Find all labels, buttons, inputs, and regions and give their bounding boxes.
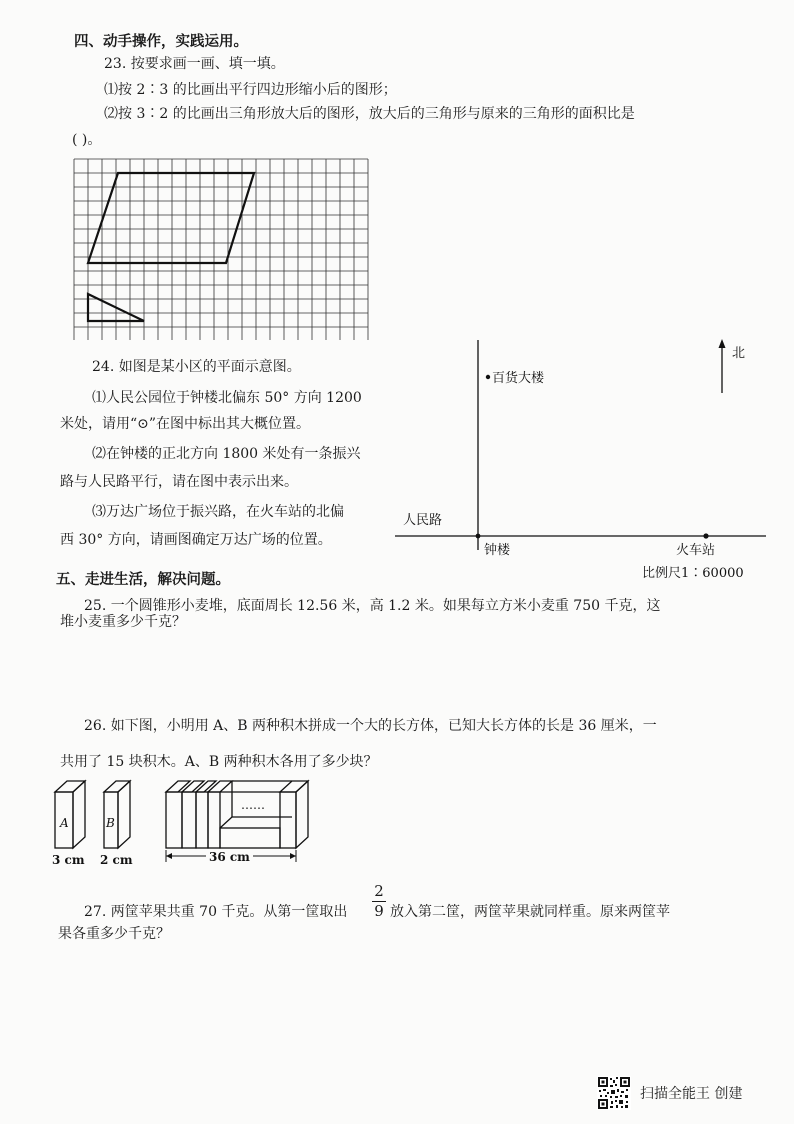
dimension-arrow-left-icon bbox=[166, 853, 172, 859]
q24-map bbox=[390, 335, 770, 585]
block-a-label: A bbox=[60, 816, 69, 830]
q24-part3-line1: ⑶万达广场位于振兴路，在火车站的北偏 bbox=[92, 504, 344, 520]
dots-label: …… bbox=[241, 798, 265, 812]
q24-part1-line2: 米处，请用“⊙”在图中标出其大概位置。 bbox=[60, 416, 311, 432]
section5-title: 五、走进生活，解决问题。 bbox=[56, 571, 230, 588]
section4-title: 四、动手操作，实践运用。 bbox=[74, 33, 248, 50]
q27-fraction bbox=[372, 883, 386, 920]
q23-stem: 23. 按要求画一画、填一填。 bbox=[104, 56, 285, 72]
clock-tower-point bbox=[476, 534, 481, 539]
q26-blocks-figure bbox=[48, 772, 323, 870]
q24-part3-line2: 西 30° 方向，请画图确定万达广场的位置。 bbox=[60, 532, 332, 548]
train-station-point bbox=[703, 533, 708, 538]
q24-part2-line2: 路与人民路平行，请在图中表示出来。 bbox=[60, 474, 298, 490]
parallelogram-shape bbox=[88, 173, 254, 263]
scale-label: 比例尺1∶60000 bbox=[642, 566, 744, 581]
north-arrowhead-icon bbox=[719, 339, 726, 348]
block-b bbox=[104, 781, 130, 848]
q25-line1: 25. 一个圆锥形小麦堆，底面周长 12.56 米，高 1.2 米。如果每立方米小麦重 750 千克，这 bbox=[84, 598, 661, 614]
department-store-label: 百货大楼 bbox=[492, 371, 545, 386]
q23-part1: ⑴按 2∶3 的比画出平行四边形缩小后的图形； bbox=[104, 82, 397, 98]
q26-line1: 26. 如下图，小明用 A、B 两种积木拼成一个大的长方体，已知大长方体的长是 36 厘米，一 bbox=[84, 718, 657, 734]
q26-line2: 共用了 15 块积木。A、B 两种积木各用了多少块？ bbox=[60, 754, 378, 770]
department-store-point bbox=[486, 375, 490, 379]
block-b-label: B bbox=[106, 816, 115, 830]
q24-stem: 24. 如图是某小区的平面示意图。 bbox=[92, 359, 301, 375]
q23-part2: ⑵按 3∶2 的比画出三角形放大后的图形，放大后的三角形与原来的三角形的面积比是 bbox=[104, 106, 635, 122]
block-a-width: 3 cm bbox=[52, 853, 85, 867]
q27-line2: 果各重多少千克？ bbox=[58, 926, 170, 942]
block-a bbox=[55, 781, 85, 848]
block-b-width: 2 cm bbox=[100, 853, 133, 867]
scanner-watermark: 扫描全能王 创建 bbox=[640, 1086, 743, 1102]
renmin-road-label: 人民路 bbox=[403, 513, 443, 528]
dimension-arrow-right-icon bbox=[290, 853, 296, 859]
q24-part1-line1: ⑴人民公园位于钟楼北偏东 50° 方向 1200 bbox=[92, 390, 362, 406]
q23-answer-blank[interactable]: ( )。 bbox=[72, 132, 102, 148]
fraction-numerator: 2 bbox=[374, 882, 384, 900]
q25-line2: 堆小麦重多少千克？ bbox=[60, 614, 186, 630]
fraction-denominator: 9 bbox=[374, 902, 384, 920]
total-length-label: 36 cm bbox=[209, 850, 250, 864]
q27-line1-before: 27. 两筐苹果共重 70 千克。从第一筐取出 bbox=[84, 904, 348, 920]
clock-tower-label: 钟楼 bbox=[484, 543, 511, 558]
train-station-label: 火车站 bbox=[676, 543, 716, 558]
assembled-cuboid bbox=[166, 781, 308, 848]
grid-lines bbox=[74, 159, 368, 340]
qr-code-icon bbox=[597, 1076, 631, 1110]
q23-grid-figure bbox=[70, 155, 380, 340]
q27-line1-after: 放入第二筐，两筐苹果就同样重。原来两筐苹 bbox=[390, 904, 670, 920]
north-label: 北 bbox=[732, 346, 746, 361]
q24-part2-line1: ⑵在钟楼的正北方向 1800 米处有一条振兴 bbox=[92, 446, 361, 462]
